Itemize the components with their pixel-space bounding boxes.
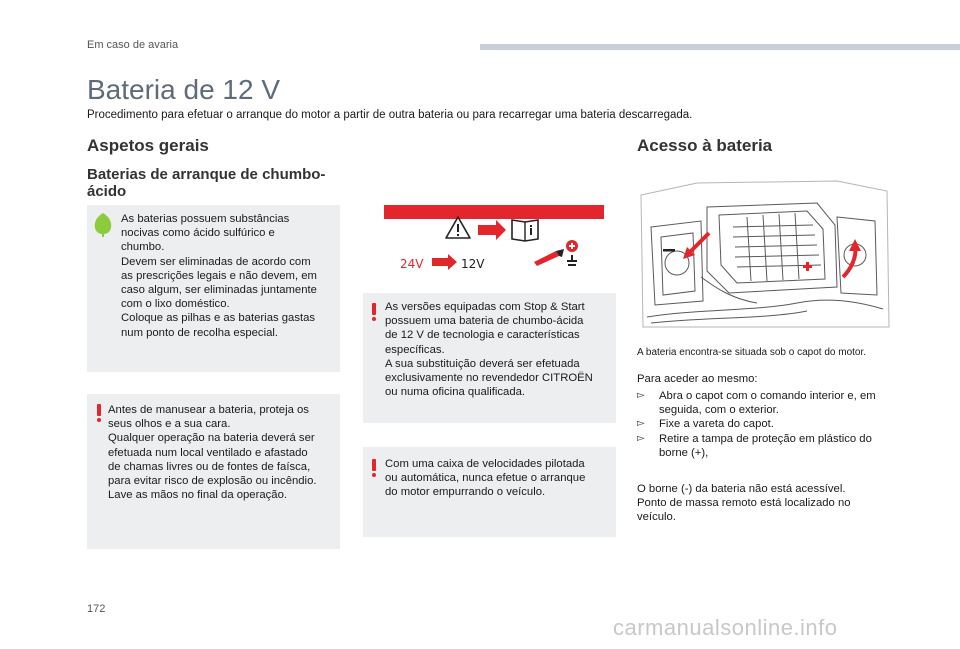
list-item: ▻ Abra o capot com o comando interior e, em seguida, com o exterior.	[637, 390, 876, 417]
exclamation-icon	[371, 459, 377, 477]
header-bar	[480, 44, 960, 50]
gearbox-text: Com uma caixa de velocidades pilotada ou automática, nunca efetue o arranque do motor empurrando o veículo.	[385, 458, 586, 499]
exclamation-icon	[371, 303, 377, 321]
heading-general-aspects: Aspetos gerais	[87, 136, 209, 155]
bullet-icon: ▻	[637, 432, 645, 444]
heading-battery-access: Acesso à bateria	[637, 136, 773, 155]
negative-terminal-note: O borne (-) da bateria não está acessível. Ponto de massa remoto está localizado no veículo.	[637, 483, 851, 524]
manual-book-icon	[512, 220, 538, 241]
page-subtitle: Procedimento para efetuar o arranque do motor a partir de outra bateria ou para recarregar uma bateria descarregada.	[87, 109, 693, 121]
access-intro: Para aceder ao mesmo:	[637, 373, 758, 385]
jumper-clamp-icon	[534, 240, 578, 266]
voltage-arrow-icon	[432, 254, 457, 270]
page-title: Bateria de 12 V	[87, 74, 281, 105]
battery-warning-illustration	[384, 205, 604, 275]
minus-terminal-icon	[663, 249, 675, 252]
stop-start-text: As versões equipadas com Stop & Start possuem uma bateria de chumbo-ácida de 12 V de tecnologia e características específicas. A sua substituição deverá ser efetuada exclusivamente no revendedor CITROËN ou numa oficina qualificada.	[385, 301, 593, 399]
voltage-to-label: 12V	[461, 257, 485, 271]
engine-bay-illustration	[637, 177, 892, 341]
voltage-from-label: 24V	[400, 257, 424, 271]
list-item: ▻ Fixe a vareta do capot.	[637, 418, 774, 431]
image-caption: A bateria encontra-se situada sob o capot do motor.	[637, 347, 867, 358]
environment-text: As baterias possuem substâncias nocivas como ácido sulfúrico e chumbo. Devem ser eliminadas de acordo com as prescrições legais e não devem, em caso algum, ser eliminadas juntamente com o lixo doméstico. Coloque as pilhas e as baterias gastas num ponto de recolha especial.	[121, 213, 317, 339]
footer-watermark: carmanualsonline.info	[613, 615, 838, 640]
subheading-lead-acid: Baterias de arranque de chumbo-ácido	[87, 166, 326, 200]
exclamation-icon	[96, 404, 102, 422]
access-steps	[637, 389, 897, 460]
bullet-icon: ▻	[637, 418, 645, 430]
bullet-icon: ▻	[637, 390, 645, 401]
page-number: 172	[87, 603, 106, 615]
handling-warning-text: Antes de manusear a bateria, proteja os seus olhos e a sua cara. Qualquer operação na bateria deverá ser efetuada num local ventilado e afastado de chamas livres ou de fontes de faísca, para evitar risco de explosão ou incêndio. Lave as mãos no final da operação.	[108, 404, 317, 502]
section-label: Em caso de avaria	[87, 39, 179, 51]
list-item: ▻ Retire a tampa de proteção em plástico do borne (+),	[637, 432, 872, 459]
arrow-icon	[478, 220, 506, 240]
leaf-icon	[93, 212, 113, 238]
